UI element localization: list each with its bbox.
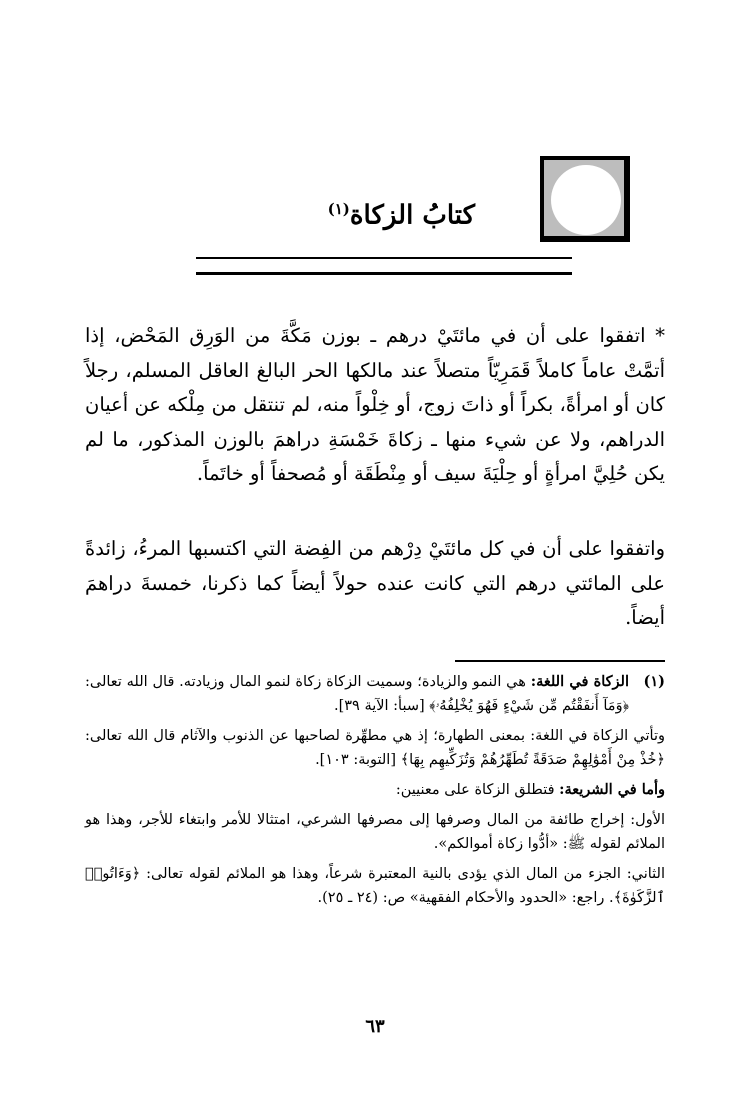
footnote-block-4 [85,808,665,856]
footnote-label-sharia: وأما في الشريعة: [559,781,665,798]
footnote-number: (١) [643,673,665,690]
footnote-text-sharia: فتطلق الزكاة على معنيين: [395,782,555,798]
footnote-block-2 [85,724,665,772]
chapter-title-text: كتابُ الزكاة [349,200,475,231]
paragraph-2: واتفقوا على أن في كل مائتَيْ دِرْهم من الفِضة التي اكتسبها المرءُ، زائدةً على المائتي درهم التي كانت عنده حولاً أيضاً كما ذكرنا، خمسةَ دراهمَ أيضاً. [85,537,665,629]
chapter-title [328,200,475,231]
title-underline-thick [196,272,572,275]
title-underline-thin [196,257,572,259]
footnotes [85,670,665,916]
footnote-label-language: الزكاة في اللغة: [530,673,630,690]
footnote-block-3 [85,778,665,802]
chapter-ornament [540,156,630,242]
footnote-text-purity: وتأتي الزكاة في اللغة: بمعنى الطهارة؛ إذ هي مطهِّرة لصاحبها عن الذنوب والآثام قال الله تعالى: ﴿خُذْ مِنْ أَمْوَٰلِهِمْ صَدَقَةً تُطَهِّرُهُمْ وَتُزَكِّيهِم بِهَا﴾ [التوبة: ١٠٣]. [85,728,665,768]
ornament-circle [551,165,621,235]
footnote-text-language: هي النمو والزيادة؛ وسميت الزكاة زكاة لنمو المال وزيادته. قال الله تعالى: ﴿وَمَآ أَنفَقْتُم مِّن شَيْءٍ فَهُوَ يُخْلِفُهُۥ﴾ [سبأ: الآية ٣٩]. [85,674,629,714]
footnote-block-1 [85,670,665,718]
footnote-text-first-meaning: الأول: إخراج طائفة من المال وصرفها إلى مصرفها الشرعي، امتثالا للأمر وابتغاء للأجر، وهذا هو الملائم لقوله ﷺ: «أدُّوا زكاة أموالكم». [85,812,665,852]
page-number: ٦٣ [365,1016,385,1037]
footnote-separator [455,660,665,662]
ornament-frame [544,160,624,236]
chapter-footnote-ref: (١) [327,200,350,218]
footnote-text-second-meaning: الثاني: الجزء من المال الذي يؤدى بالنية المعتبرة شرعاً، وهذا هو الملائم لقوله تعالى: ﴿وَءَاتُوا۟ ٱلزَّكَوٰةَ﴾. راجع: «الحدود والأحكام الفقهية» ص: (٢٤ ـ ٢٥). [85,866,665,906]
paragraph-1: * اتفقوا على أن في مائتَيْ درهم ـ بوزن مَكَّةَ من الوَرِق المَحْض، إذا أتمَّتْ عاماً كاملاً قَمَرِيّاً متصلاً عند مالكها الحر البالغ العاقل المسلم، رجلاً كان أو امرأةً، بكراً أو ذاتَ زوج، أو خِلْواً منه، لم تنتقل من مِلْكه عن أعيان الدراهم، ولا عن شيء منها ـ زكاةَ خَمْسَةِ دراهمَ بالوزن المذكور، ما لم يكن حُلِيَّ امرأةٍ أو حِلْيَةَ سيف أو مِنْطَقَة أو مُصحفاً أو خاتَماً. [85,324,665,485]
footnote-block-5 [85,862,665,910]
